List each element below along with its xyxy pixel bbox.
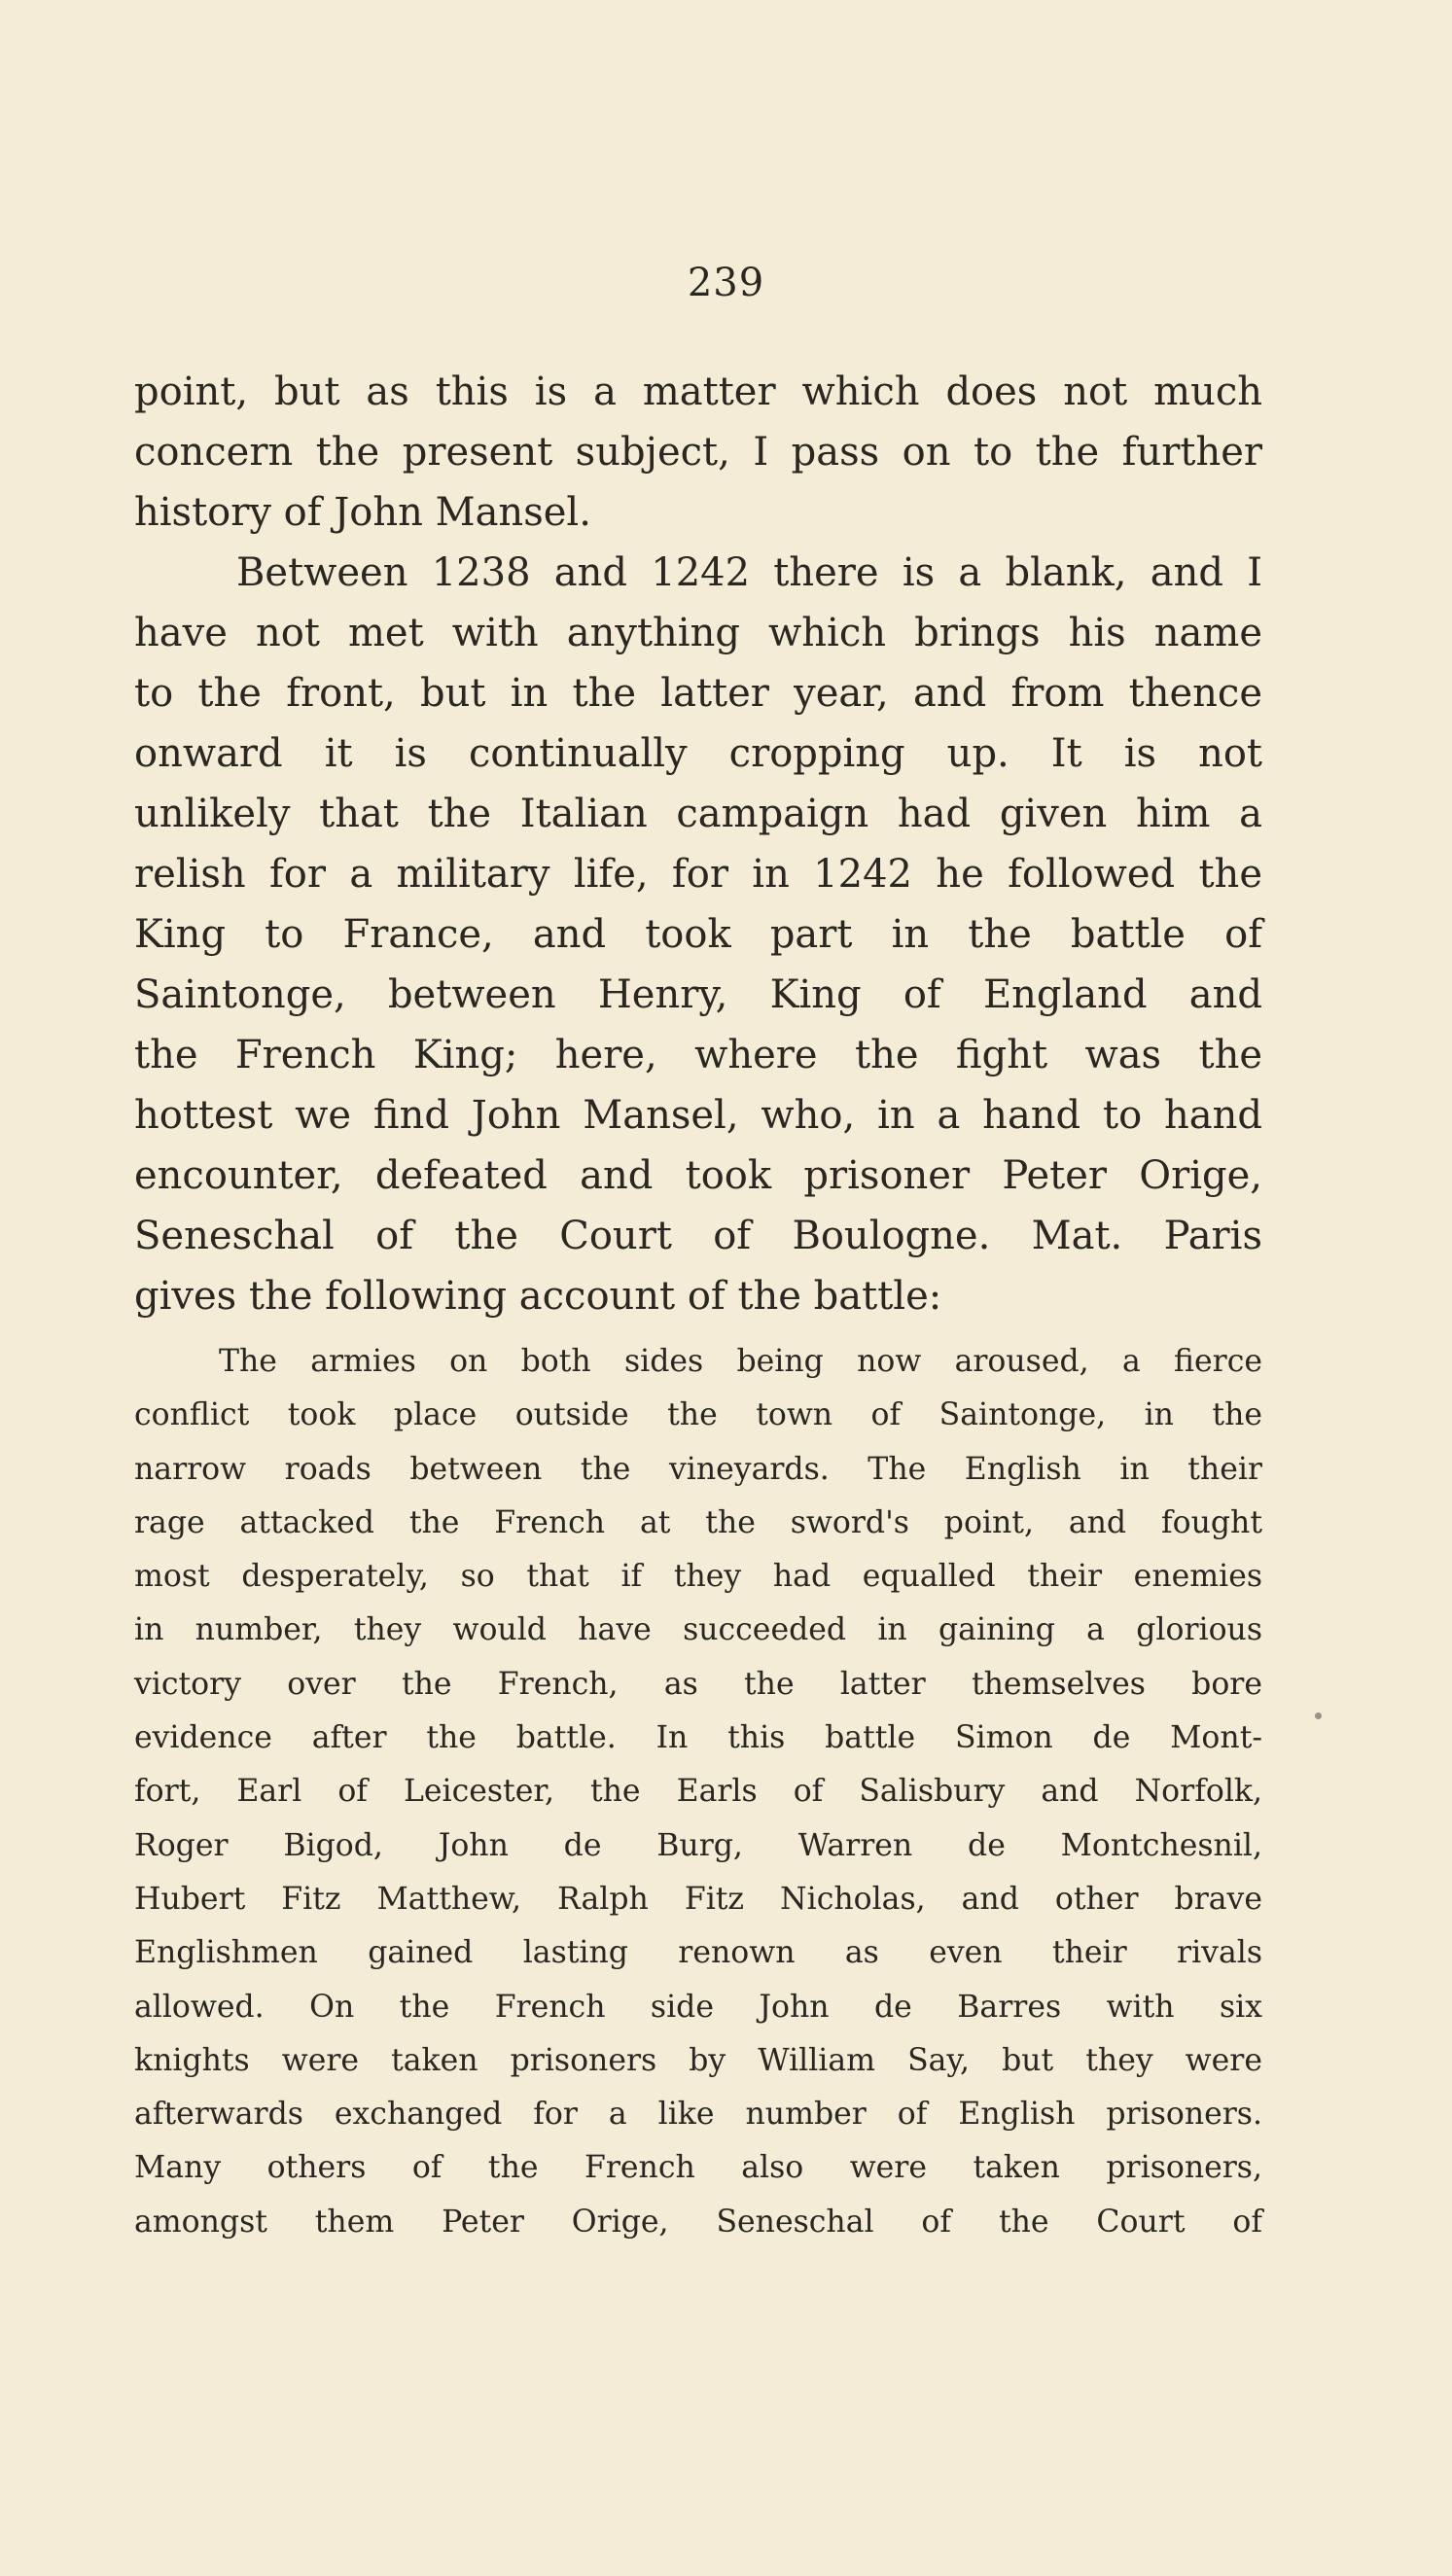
quote-line: in number, they would have succeeded in gaining a glorious — [134, 1612, 1262, 1648]
body-line: have not met with anything which brings his name — [134, 611, 1262, 655]
body-line: Between 1238 and 1242 there is a blank, and I — [236, 550, 1262, 595]
body-line: onward it is continually cropping up. It is not — [134, 731, 1262, 776]
quote-line: allowed. On the French side John de Barres with six — [134, 1989, 1262, 2025]
quote-line: victory over the French, as the latter themselves bore — [134, 1666, 1262, 1702]
quote-line: fort, Earl of Leicester, the Earls of Salisbury and Norfolk, — [134, 1774, 1262, 1810]
body-line: relish for a military life, for in 1242 he followed the — [134, 852, 1262, 897]
quote-line: rage attacked the French at the sword's point, and fought — [134, 1504, 1262, 1540]
quote-line: most desperately, so that if they had equalled their enemies — [134, 1559, 1262, 1595]
block-quote — [134, 1335, 1262, 2249]
quote-line: Roger Bigod, John de Burg, Warren de Montchesnil, — [134, 1827, 1262, 1863]
body-line: hottest we find John Mansel, who, in a hand to hand — [134, 1093, 1262, 1138]
body-line: King to France, and took part in the battle of — [134, 912, 1262, 957]
page-number: 239 — [687, 261, 765, 305]
margin-mark — [1315, 1712, 1322, 1719]
quote-line: afterwards exchanged for a like number of English prisoners. — [134, 2097, 1262, 2133]
body-line: history of John Mansel. — [134, 490, 591, 535]
quote-line: narrow roads between the vineyards. The English in their — [134, 1451, 1262, 1487]
body-line: the French King; here, where the fight was the — [134, 1033, 1262, 1077]
body-line: concern the present subject, I pass on to the further — [134, 430, 1262, 475]
body-line: unlikely that the Italian campaign had given him a — [134, 792, 1262, 836]
body-line: encounter, defeated and took prisoner Peter Orige, — [134, 1153, 1262, 1198]
body-line: Saintonge, between Henry, King of England and — [134, 972, 1262, 1017]
body-line: point, but as this is a matter which does not much — [134, 370, 1262, 414]
quote-line: Hubert Fitz Matthew, Ralph Fitz Nicholas, and other brave — [134, 1881, 1262, 1917]
quote-line: evidence after the battle. In this battle Simon de Mont- — [134, 1720, 1262, 1756]
body-line: gives the following account of the battle: — [134, 1274, 942, 1319]
body-line: to the front, but in the latter year, and from thence — [134, 671, 1262, 716]
quote-line: The armies on both sides being now aroused, a fierce — [219, 1344, 1262, 1379]
quote-line: knights were taken prisoners by William Say, but they were — [134, 2042, 1262, 2078]
body-text — [134, 362, 1262, 1326]
quote-line: Englishmen gained lasting renown as even their rivals — [134, 1935, 1262, 1971]
quote-line: Many others of the French also were taken prisoners, — [134, 2150, 1262, 2186]
quote-line: amongst them Peter Orige, Seneschal of the Court of — [134, 2204, 1262, 2240]
body-line: Seneschal of the Court of Boulogne. Mat. Paris — [134, 1214, 1262, 1258]
quote-line: conflict took place outside the town of Saintonge, in the — [134, 1397, 1262, 1433]
